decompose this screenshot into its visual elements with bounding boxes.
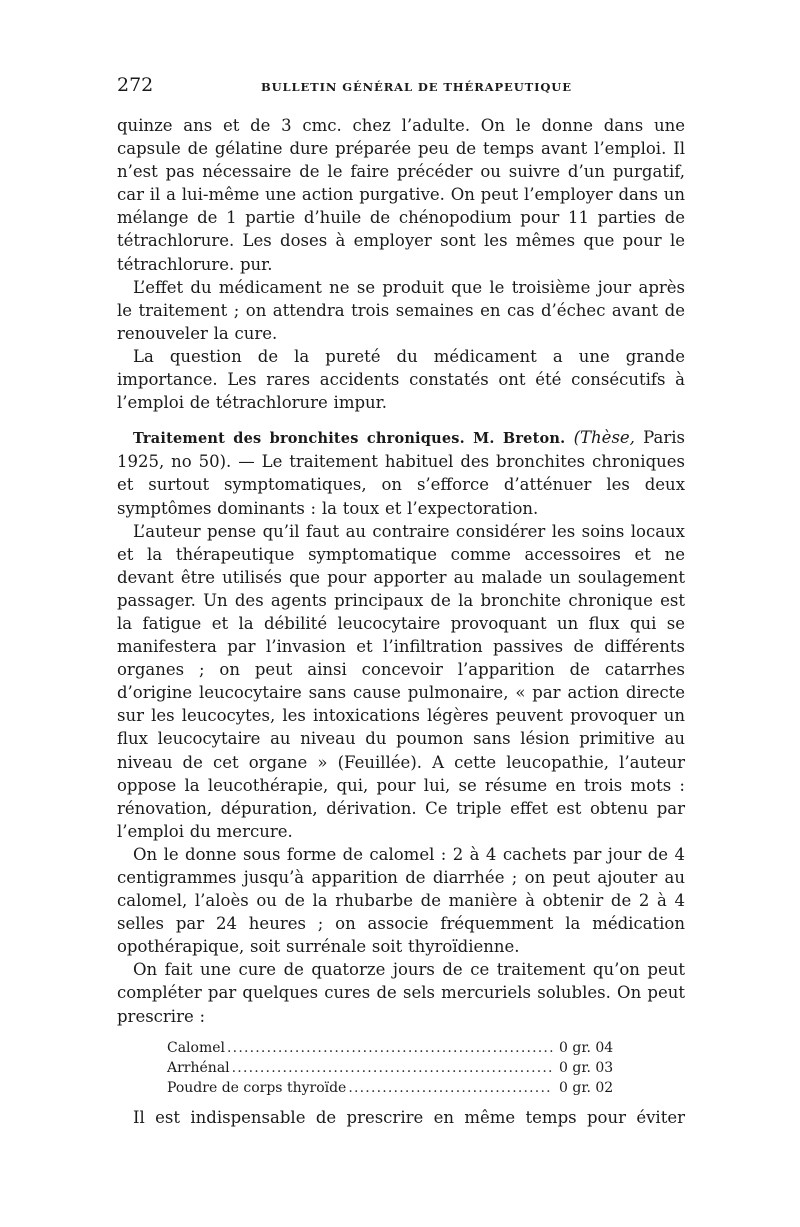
body-text <box>117 114 685 1028</box>
page-header <box>117 74 685 102</box>
section-title: Traitement des bronchites chroniques. M. Breton. <box>133 430 566 448</box>
prescription-row <box>167 1078 647 1098</box>
paragraph-1: quinze ans et de 3 cmc. chez l’adulte. On le donne dans une capsule de gélatine dure préparée peu de temps avant l’emploi. Il n’est pas nécessaire de le faire précéder ou suivre d’un purgatif, car il a lui-même une action purgative. On peut l’employer dans un mélange de 1 partie d’huile de chénopodium pour 11 parties de tétrachlorure. Les doses à employer sont les mêmes que pour le tétrachlorure. pur. <box>117 116 685 274</box>
dot-leader <box>232 1058 553 1078</box>
paragraph-6: On le donne sous forme de calomel : 2 à 4 cachets par jour de 4 centigrammes jusqu’à apparition de diarrhée ; on peut ajouter au calomel, l’aloès ou de la rhubarbe de manière à obtenir de 2 à 4 selles par 24 heures ; on associe fréquemment la médication opothérapique, soit surrénale soit thyroïdienne. <box>117 844 685 957</box>
running-head: BULLETIN GÉNÉRAL DE THÉRAPEUTIQUE <box>261 80 572 94</box>
paragraph-3: La question de la pureté du médicament a une grande importance. Les rares accidents constatés ont été consécutifs à l’emploi de tétrachlorure impur. <box>117 346 685 413</box>
paragraph-5: L’auteur pense qu’il faut au contraire considérer les soins locaux et la thérapeutique symptomatique comme accessoires et ne devant être utilisés que pour apporter au malade un soulagement passager. Un des agents principaux de la bronchite chronique est la fatigue et la débilité leucocytaire provoquant un flux qui se manifestera par l’invasion et l’infiltration passives de différents organes ; on peut ainsi concevoir l’apparition de catarrhes d’origine leucocytaire sans cause pulmonaire, « par action directe sur les leucocytes, les intoxications légères peuvent provoquer un flux leucocytaire au niveau du poumon sans lésion primitive au niveau de cet organe » (Feuillée). A cette leucopathie, l’auteur oppose la leucothérapie, qui, pour lui, se résume en trois mots : rénovation, dépuration, dérivation. Ce triple effet est obtenu par l’emploi du mercure. <box>117 521 685 841</box>
prescription-qty: 0 gr. 02 <box>559 1079 614 1096</box>
prescription-qty: 0 gr. 03 <box>559 1059 614 1076</box>
dot-leader <box>227 1038 553 1058</box>
prescription-list <box>167 1038 647 1098</box>
prescription-qty: 0 gr. 04 <box>559 1039 614 1056</box>
prescription-name: Calomel <box>167 1039 226 1056</box>
paragraph-2: L’effet du médicament ne se produit que le troisième jour après le traitement ; on attendra trois semaines en cas d’échec avant de renouveler la cure. <box>117 277 685 343</box>
dot-leader <box>348 1078 553 1098</box>
prescription-name: Arrhénal <box>167 1059 230 1076</box>
section-paragraph <box>117 426 685 519</box>
prescription-row <box>167 1058 647 1078</box>
paragraph-7: On fait une cure de quatorze jours de ce traitement qu’on peut compléter par quelques cures de sels mercuriels solubles. On peut prescrire : <box>117 960 685 1026</box>
prescription-name: Poudre de corps thyroïde <box>167 1079 347 1096</box>
thesis-label: (Thèse, <box>573 428 635 448</box>
closing-line: Il est indispensable de prescrire en même temps pour éviter <box>133 1107 685 1127</box>
page-number: 272 <box>117 74 154 96</box>
page <box>117 74 685 1129</box>
section-citation: Paris 1925, no 50). — Le traitement habituel des bronchites chroniques et surtout symptomatiques, on s’efforce d’atténuer les deux symptômes dominants : la toux et l’expectoration. <box>117 428 685 518</box>
prescription-row <box>167 1038 647 1058</box>
